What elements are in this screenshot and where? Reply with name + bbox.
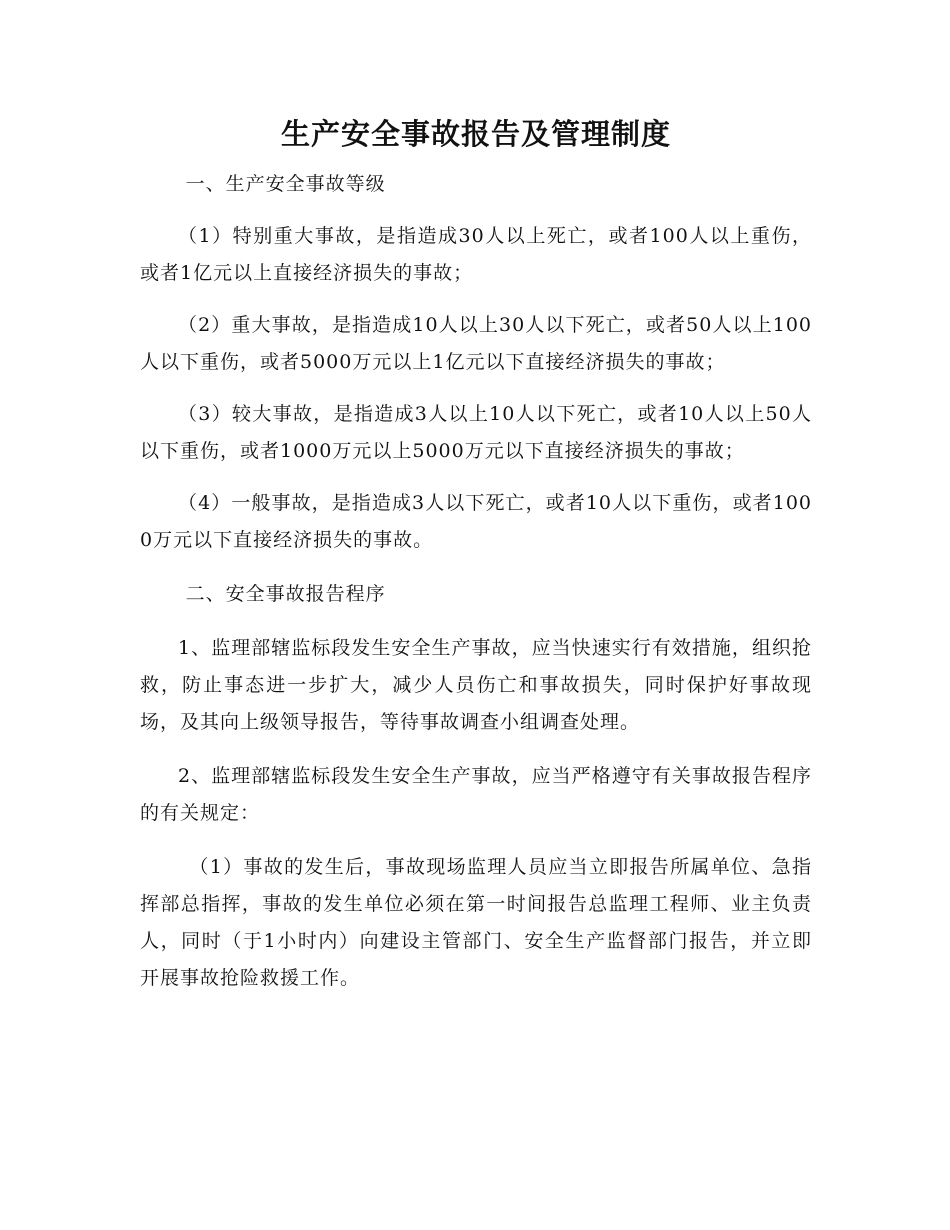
paragraph-level-1: （1）特别重大事故，是指造成30人以上死亡，或者100人以上重伤，或者1亿元以上直接经济损失的事故； [140,225,812,284]
paragraph-procedure-2: 2、监理部辖监标段发生安全生产事故，应当严格遵守有关事故报告程序的有关规定： [140,765,812,824]
section-heading-accident-levels: 一、生产安全事故等级 [185,173,386,195]
paragraph-procedure-1: 1、监理部辖监标段发生安全生产事故，应当快速实行有效措施，组织抢救，防止事态进一步扩大，减少人员伤亡和事故损失，同时保护好事故现场，及其向上级领导报告，等待事故调查小组调查处理。 [140,637,812,733]
document-body [140,112,812,997]
paragraph-level-2: （2）重大事故，是指造成10人以上30人以下死亡，或者50人以上100人以下重伤，或者5000万元以上1亿元以下直接经济损失的事故； [140,314,812,373]
section-heading-report-procedure: 二、安全事故报告程序 [185,583,386,605]
document-title: 生产安全事故报告及管理制度 [280,117,671,151]
paragraph-level-4: （4）一般事故，是指造成3人以下死亡，或者10人以下重伤，或者1000万元以下直接经济损失的事故。 [140,492,812,551]
paragraph-level-3: （3）较大事故，是指造成3人以上10人以下死亡，或者10人以上50人以下重伤，或者1000万元以上5000万元以下直接经济损失的事故； [140,403,812,462]
paragraph-procedure-2-1: （1）事故的发生后，事故现场监理人员应当立即报告所属单位、急指挥部总指挥，事故的发生单位必须在第一时间报告总监理工程师、业主负责人，同时（于1小时内）向建设主管部门、安全生产监督部门报告，并立即开展事故抢险救援工作。 [140,856,812,989]
